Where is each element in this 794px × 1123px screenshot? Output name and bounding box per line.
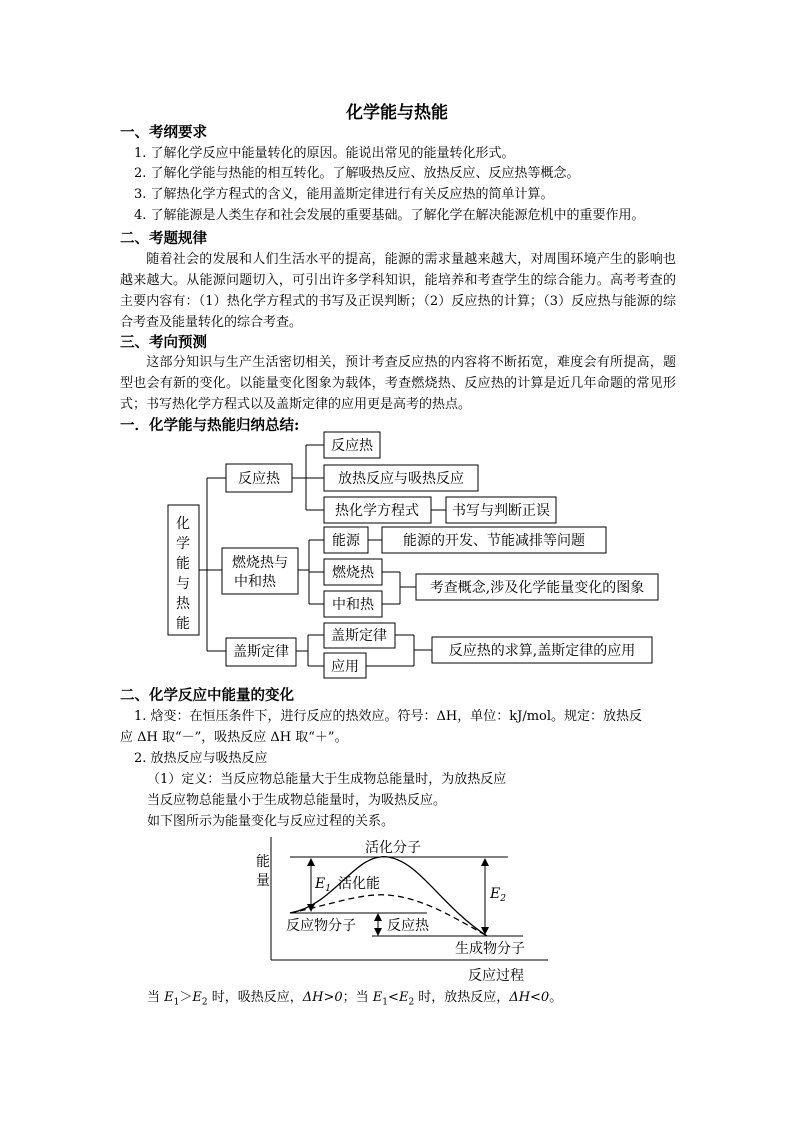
label-hess-law: 盖斯定律 [233, 644, 289, 660]
patterns-text: 随着社会的发展和人们生活水平的提高，能源的需求量越来越大，对周围环境产生的影响也越来越大。从能源问题切入，可引出许多学科知识，能培养和考查学生的综合能力。高考考查的主要内容有：（1）热化学方程式的书写及正误判断；（2）反应热的计算；（3）反应热与能源的综合考查及能量转化的综合考查。 [120, 252, 676, 330]
label-combustion-line2: 中和热 [234, 574, 276, 590]
definition-line: （1）定义：当反应物总能量大于生成物总能量时，为放热反应 [147, 772, 507, 787]
conclusion-line: 当 $E_1>E_2$ 时，吸热反应，ΔH>0；当 $E_1<E_2$ 时，放热反应，ΔH<0。 [147, 990, 563, 1008]
section-heading-forecast: 三、考向预测 [120, 334, 207, 351]
e2-symbol: $E_2$ [490, 886, 506, 904]
page-title: 化学能与热能 [346, 103, 448, 123]
label-concept-exam: 考查概念,涉及化学能量变化的图象 [429, 580, 645, 596]
section-heading-energy-change: 二、化学反应中能量的变化 [120, 687, 294, 704]
section-heading-syllabus: 一、考纲要求 [120, 124, 207, 141]
label-energy-development: 能源的开发、节能减排等问题 [403, 533, 585, 549]
root-char: 与 [176, 576, 190, 592]
label-writing-judging: 书写与判断正误 [452, 503, 550, 519]
label-reaction-heat-def: 反应热 [331, 438, 373, 454]
label-hess-law-sub: 盖斯定律 [331, 628, 387, 644]
e1-symbol: $E_1$ [315, 876, 331, 894]
root-char: 能 [176, 556, 190, 572]
forecast-text: 这部分知识与生产生活密切相关，预计考查反应热的内容将不断拓宽，难度会有所提高，题型也会有新的变化。以能量变化图象为载体，考查燃烧热、反应热的计算是近几年命题的常见形式；书写热化学方程式以及盖斯定律的应用更是高考的热点。 [120, 355, 676, 412]
syllabus-item: 4. 了解能源是人类生存和社会发展的重要基础。了解化学在解决能源危机中的重要作用。 [134, 208, 645, 223]
root-char: 化 [176, 516, 190, 532]
label-combustion-line1: 燃烧热与 [232, 555, 288, 571]
syllabus-item: 1. 了解化学反应中能量转化的原因。能说出常见的能量转化形式。 [134, 146, 515, 161]
activation-energy-label: 活化能 [338, 876, 380, 892]
label-thermo-equation: 热化学方程式 [335, 503, 419, 519]
syllabus-item: 3. 了解热化学方程式的含义，能用盖斯定律进行有关反应热的简单计算。 [134, 187, 554, 202]
label-reaction-heat: 反应热 [238, 471, 280, 487]
exo-endo-heading: 2. 放热反应与吸热反应 [134, 751, 268, 766]
enthalpy-line-2: 应 ΔH 取“－”，吸热反应 ΔH 取“＋”。 [120, 730, 348, 745]
section-heading-patterns: 二、考题规律 [120, 230, 207, 247]
label-energy-source: 能源 [332, 533, 360, 549]
enthalpy-line-1: 1. 焓变：在恒压条件下，进行反应的热效应。符号：ΔH，单位：kJ/mol。规定：放热反 [134, 709, 643, 724]
definition-line-2: 当反应物总能量小于生成物总能量时，为吸热反应。 [147, 793, 447, 808]
products-label: 生成物分子 [455, 941, 525, 957]
figure-intro: 如下图所示为能量变化与反应过程的关系。 [147, 814, 395, 829]
label-neutralization-heat: 中和热 [332, 597, 374, 613]
syllabus-item: 2. 了解化学能与热能的相互转化。了解吸热反应、放热反应、反应热等概念。 [134, 166, 580, 181]
label-combustion-heat: 燃烧热 [332, 565, 374, 581]
y-axis-label-char: 能 [256, 854, 270, 870]
peak-label: 活化分子 [365, 840, 421, 856]
y-axis-label-char: 量 [256, 873, 270, 889]
summary-heading: 一．化学能与热能归纳总结: [120, 417, 300, 434]
root-char: 热 [176, 596, 190, 612]
label-hess-application: 反应热的求算,盖斯定律的应用 [448, 643, 636, 659]
label-exo-endo: 放热反应与吸热反应 [338, 471, 464, 487]
label-application: 应用 [331, 659, 359, 675]
x-axis-label: 反应过程 [468, 968, 524, 984]
root-char: 学 [176, 536, 190, 552]
heat-label: 反应热 [387, 918, 429, 934]
root-char: 能 [176, 616, 190, 632]
reactants-label: 反应物分子 [286, 918, 356, 934]
